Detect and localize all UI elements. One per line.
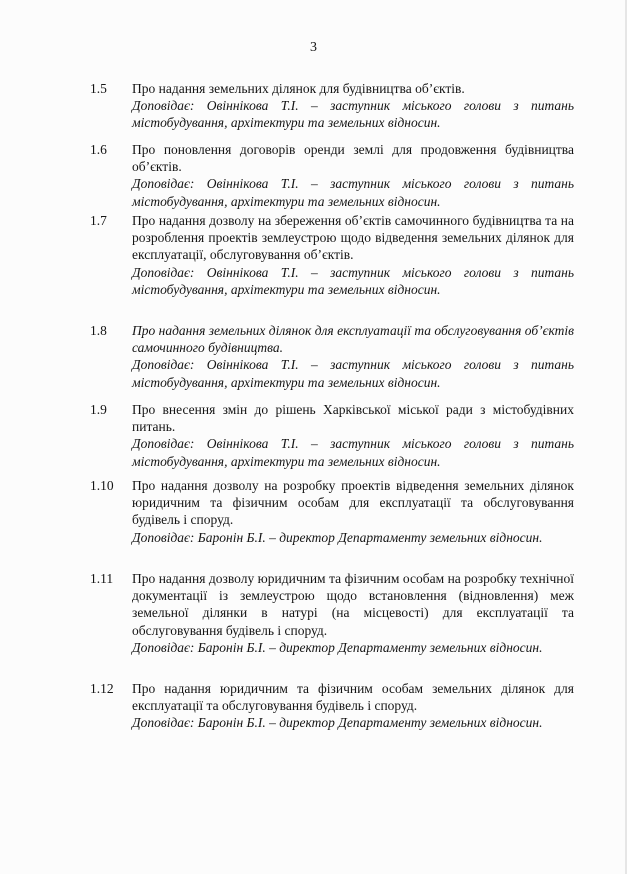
item-number: 1.6 bbox=[90, 142, 107, 157]
item-reporter: Доповідає: Овіннікова Т.І. – заступник міського голови з питань містобудування, архітектури та земельних відносин. bbox=[132, 176, 574, 209]
item-number: 1.9 bbox=[90, 402, 107, 417]
item-number: 1.10 bbox=[90, 478, 114, 493]
item-number: 1.7 bbox=[90, 213, 107, 228]
item-reporter: Доповідає: Овіннікова Т.І. – заступник міського голови з питань містобудування, архітектури та земельних відносин. bbox=[132, 98, 574, 131]
item-reporter: Доповідає: Баронін Б.І. – директор Департаменту земельних відносин. bbox=[132, 639, 543, 655]
item-title: Про надання дозволу на розробку проектів відведення земельних ділянок юридичним та фізичним особам для експлуатації та обслуговування будівель і споруд. bbox=[132, 478, 574, 528]
item-number: 1.11 bbox=[90, 571, 114, 586]
item-reporter: Доповідає: Баронін Б.І. – директор Департаменту земельних відносин. bbox=[132, 715, 543, 731]
item-title: Про внесення змін до рішень Харківської міської ради з містобудівних питань. bbox=[132, 402, 574, 435]
page-number: 3 bbox=[310, 40, 317, 55]
item-title: Про надання дозволу на збереження об’єктів самочинного будівництва та на розроблення проектів землеустрою щодо відведення земельних ділянок для експлуатації, обслуговування об’єктів. bbox=[132, 213, 574, 263]
item-number: 1.8 bbox=[90, 323, 107, 338]
item-title: Про надання дозволу юридичним та фізичним особам на розробку технічної документації із землеустрою щодо встановлення (відновлення) меж земельної ділянки в натурі (на місцевості) для експлуатації та обслуговування будівель і споруд. bbox=[132, 571, 574, 638]
item-reporter: Доповідає: Овіннікова Т.І. – заступник міського голови з питань містобудування, архітектури та земельних відносин. bbox=[132, 436, 574, 469]
item-reporter: Доповідає: Баронін Б.І. – директор Департаменту земельних відносин. bbox=[132, 529, 543, 545]
item-title: Про надання земельних ділянок для експлуатації та обслуговування об’єктів самочинного будівництва. bbox=[132, 323, 574, 356]
item-title: Про надання земельних ділянок для будівництва об’єктів. bbox=[132, 81, 465, 96]
item-reporter: Доповідає: Овіннікова Т.І. – заступник міського голови з питань містобудування, архітектури та земельних відносин. bbox=[132, 357, 574, 390]
item-title: Про поновлення договорів оренди землі для продовження будівництва об’єктів. bbox=[132, 142, 574, 175]
item-number: 1.12 bbox=[90, 681, 114, 696]
item-reporter: Доповідає: Овіннікова Т.І. – заступник міського голови з питань містобудування, архітектури та земельних відносин. bbox=[132, 264, 574, 297]
item-number: 1.5 bbox=[90, 81, 107, 96]
item-title: Про надання юридичним та фізичним особам земельних ділянок для експлуатації та обслуговування будівель і споруд. bbox=[132, 681, 574, 714]
